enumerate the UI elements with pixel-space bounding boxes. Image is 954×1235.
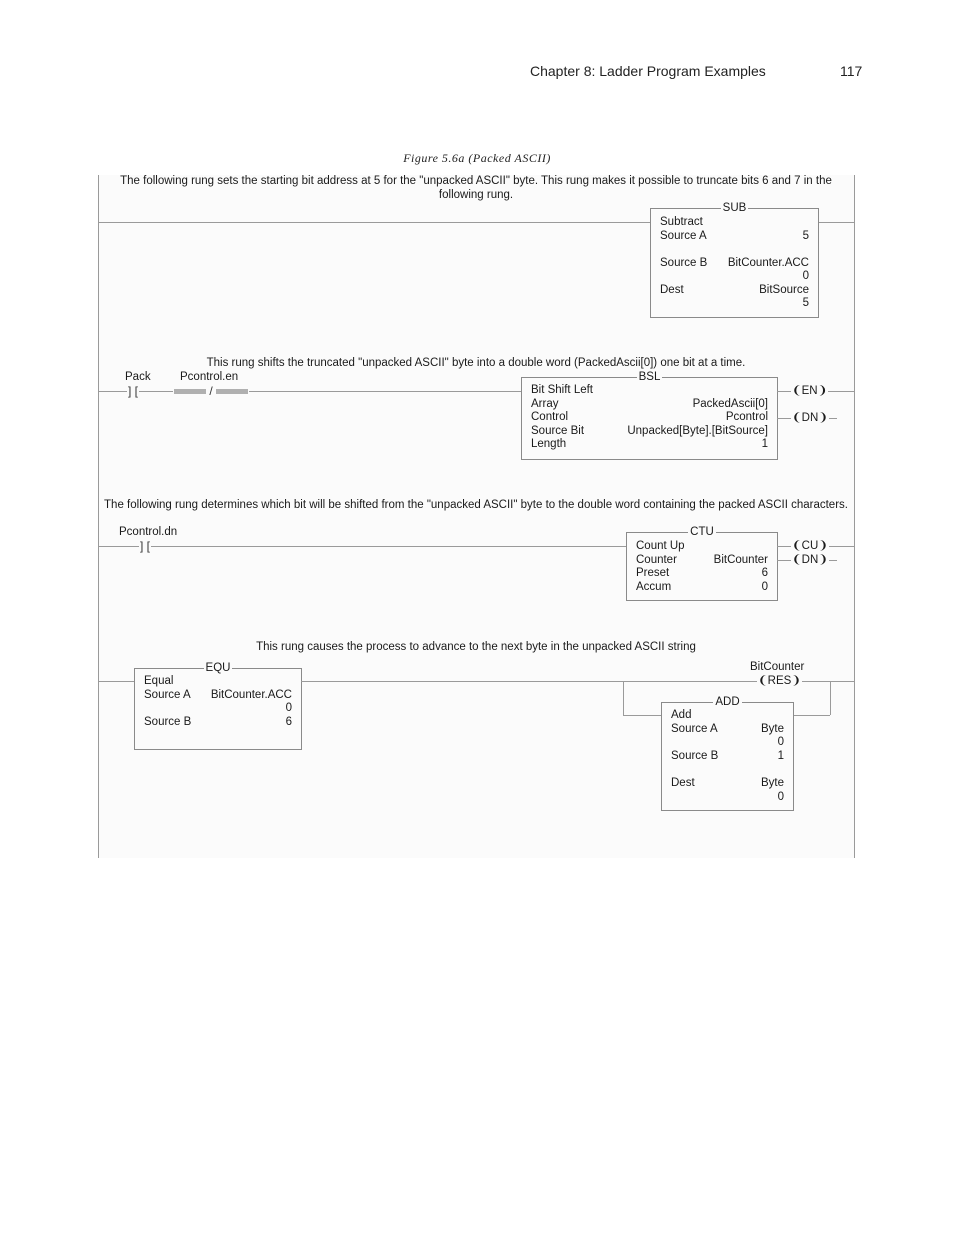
ctu-name: Count Up [636,540,685,552]
ctu-dn-output[interactable]: ❨DN❩ [792,554,828,566]
sub-title: SUB [722,202,747,214]
sub-source-b-value: BitCounter.ACC [727,257,809,269]
add-source-b-label: Source B [671,750,719,762]
sub-dest-live: 5 [802,297,809,309]
branch-right-leg [830,681,831,715]
bsl-control-value: Pcontrol [725,411,768,423]
bsl-length-value: 1 [761,438,768,450]
rung-1-wire-out [818,222,854,223]
ctu-accum-label: Accum [636,581,672,593]
res-coil[interactable]: ❨RES❩ [758,675,801,687]
figure-caption: Figure 5.6a (Packed ASCII) [403,151,551,165]
add-name: Add [671,709,692,721]
highlight-bar-left [174,389,206,394]
add-source-a-live: 0 [777,736,784,748]
sub-instruction-block[interactable] [650,202,819,318]
page-number: 117 [840,63,863,79]
branch-wire-in [623,715,661,716]
chapter-title: Chapter 8: Ladder Program Examples [530,63,766,79]
left-power-rail [98,175,99,858]
branch-left-leg [623,681,624,715]
equ-instruction-block[interactable] [134,662,302,750]
bsl-name: Bit Shift Left [531,384,594,396]
pcontrol-dn-contact[interactable]: ] [ [140,539,151,553]
bsl-array-label: Array [531,398,559,410]
add-dest-value: Byte [760,777,784,789]
equ-source-a-live: 0 [285,702,292,714]
ctu-counter-value: BitCounter [713,554,768,566]
ctu-preset-label: Preset [636,567,670,579]
equ-source-a-label: Source A [144,689,191,701]
ctu-preset-value: 6 [761,567,768,579]
equ-title: EQU [205,662,231,674]
sub-source-b-label: Source B [660,257,708,269]
add-dest-live: 0 [777,791,784,803]
bsl-length-label: Length [531,438,567,450]
sub-source-a-value: 5 [802,230,809,242]
rung-1-comment: The following rung sets the starting bit address at 5 for the "unpacked ASCII" byte. This rung makes it possible to truncate bits 6 and 7 in the following rung. [120,175,832,201]
sub-name: Subtract [660,216,703,228]
rung-4-comment: This rung causes the process to advance to the next byte in the unpacked ASCII string [256,641,696,653]
highlight-bar-right [216,389,248,394]
equ-source-a-value: BitCounter.ACC [210,689,292,701]
equ-source-b-value: 6 [285,716,292,728]
equ-name: Equal [144,675,174,687]
right-power-rail [854,175,855,858]
bsl-source-bit-value: Unpacked[Byte].[BitSource] [627,425,768,437]
add-source-a-value: Byte [760,723,784,735]
bsl-instruction-block[interactable] [521,371,778,460]
nc-contact-slash: / [209,384,213,398]
add-instruction-block[interactable] [661,696,794,811]
pcontrol-en-nc-contact[interactable] [173,384,249,398]
rung-4-wire-in [99,681,134,682]
pcontrol-dn-contact-tag: Pcontrol.dn [119,526,178,538]
add-title: ADD [715,696,740,708]
equ-source-b-label: Source B [144,716,192,728]
rung-2-comment: This rung shifts the truncated "unpacked ASCII" byte into a double word (PackedAscii[0]) one bit at a time. [206,357,746,369]
sub-source-b-live: 0 [802,270,809,282]
sub-dest-label: Dest [660,284,684,296]
ctu-title: CTU [690,526,714,538]
pcontrol-en-contact-tag: Pcontrol.en [180,371,239,383]
ctu-counter-label: Counter [636,554,677,566]
add-source-a-label: Source A [671,723,718,735]
res-coil-label: RES [767,675,792,687]
ctu-accum-value: 0 [761,581,768,593]
ctu-cu-output[interactable]: ❨CU❩ [792,540,828,552]
bsl-en-output[interactable]: ❨EN❩ [792,385,828,397]
add-dest-label: Dest [671,777,695,789]
bsl-dn-label: DN [801,412,819,424]
add-source-b-value: 1 [777,750,784,762]
rung-3-wire [99,546,626,547]
rung-2-wire [99,391,521,392]
ctu-dn-label: DN [801,554,819,566]
bsl-control-label: Control [531,411,569,423]
bsl-en-label: EN [801,385,818,397]
res-coil-tag: BitCounter [750,661,805,673]
ctu-cu-label: CU [801,540,819,552]
bsl-source-bit-label: Source Bit [531,425,585,437]
rung-3-comment: The following rung determines which bit will be shifted from the "unpacked ASCII" byte to the double word containing the packed ASCII characters. [104,499,848,511]
branch-wire-out [793,715,830,716]
bsl-array-value: PackedAscii[0] [692,398,768,410]
ctu-instruction-block[interactable] [626,526,778,601]
bsl-title: BSL [638,371,661,383]
sub-source-a-label: Source A [660,230,707,242]
bsl-dn-output[interactable]: ❨DN❩ [792,412,828,424]
sub-dest-value: BitSource [759,284,809,296]
pack-contact-tag: Pack [125,371,151,383]
rung-1-wire [99,222,650,223]
pack-contact[interactable]: ] [ [128,384,139,398]
